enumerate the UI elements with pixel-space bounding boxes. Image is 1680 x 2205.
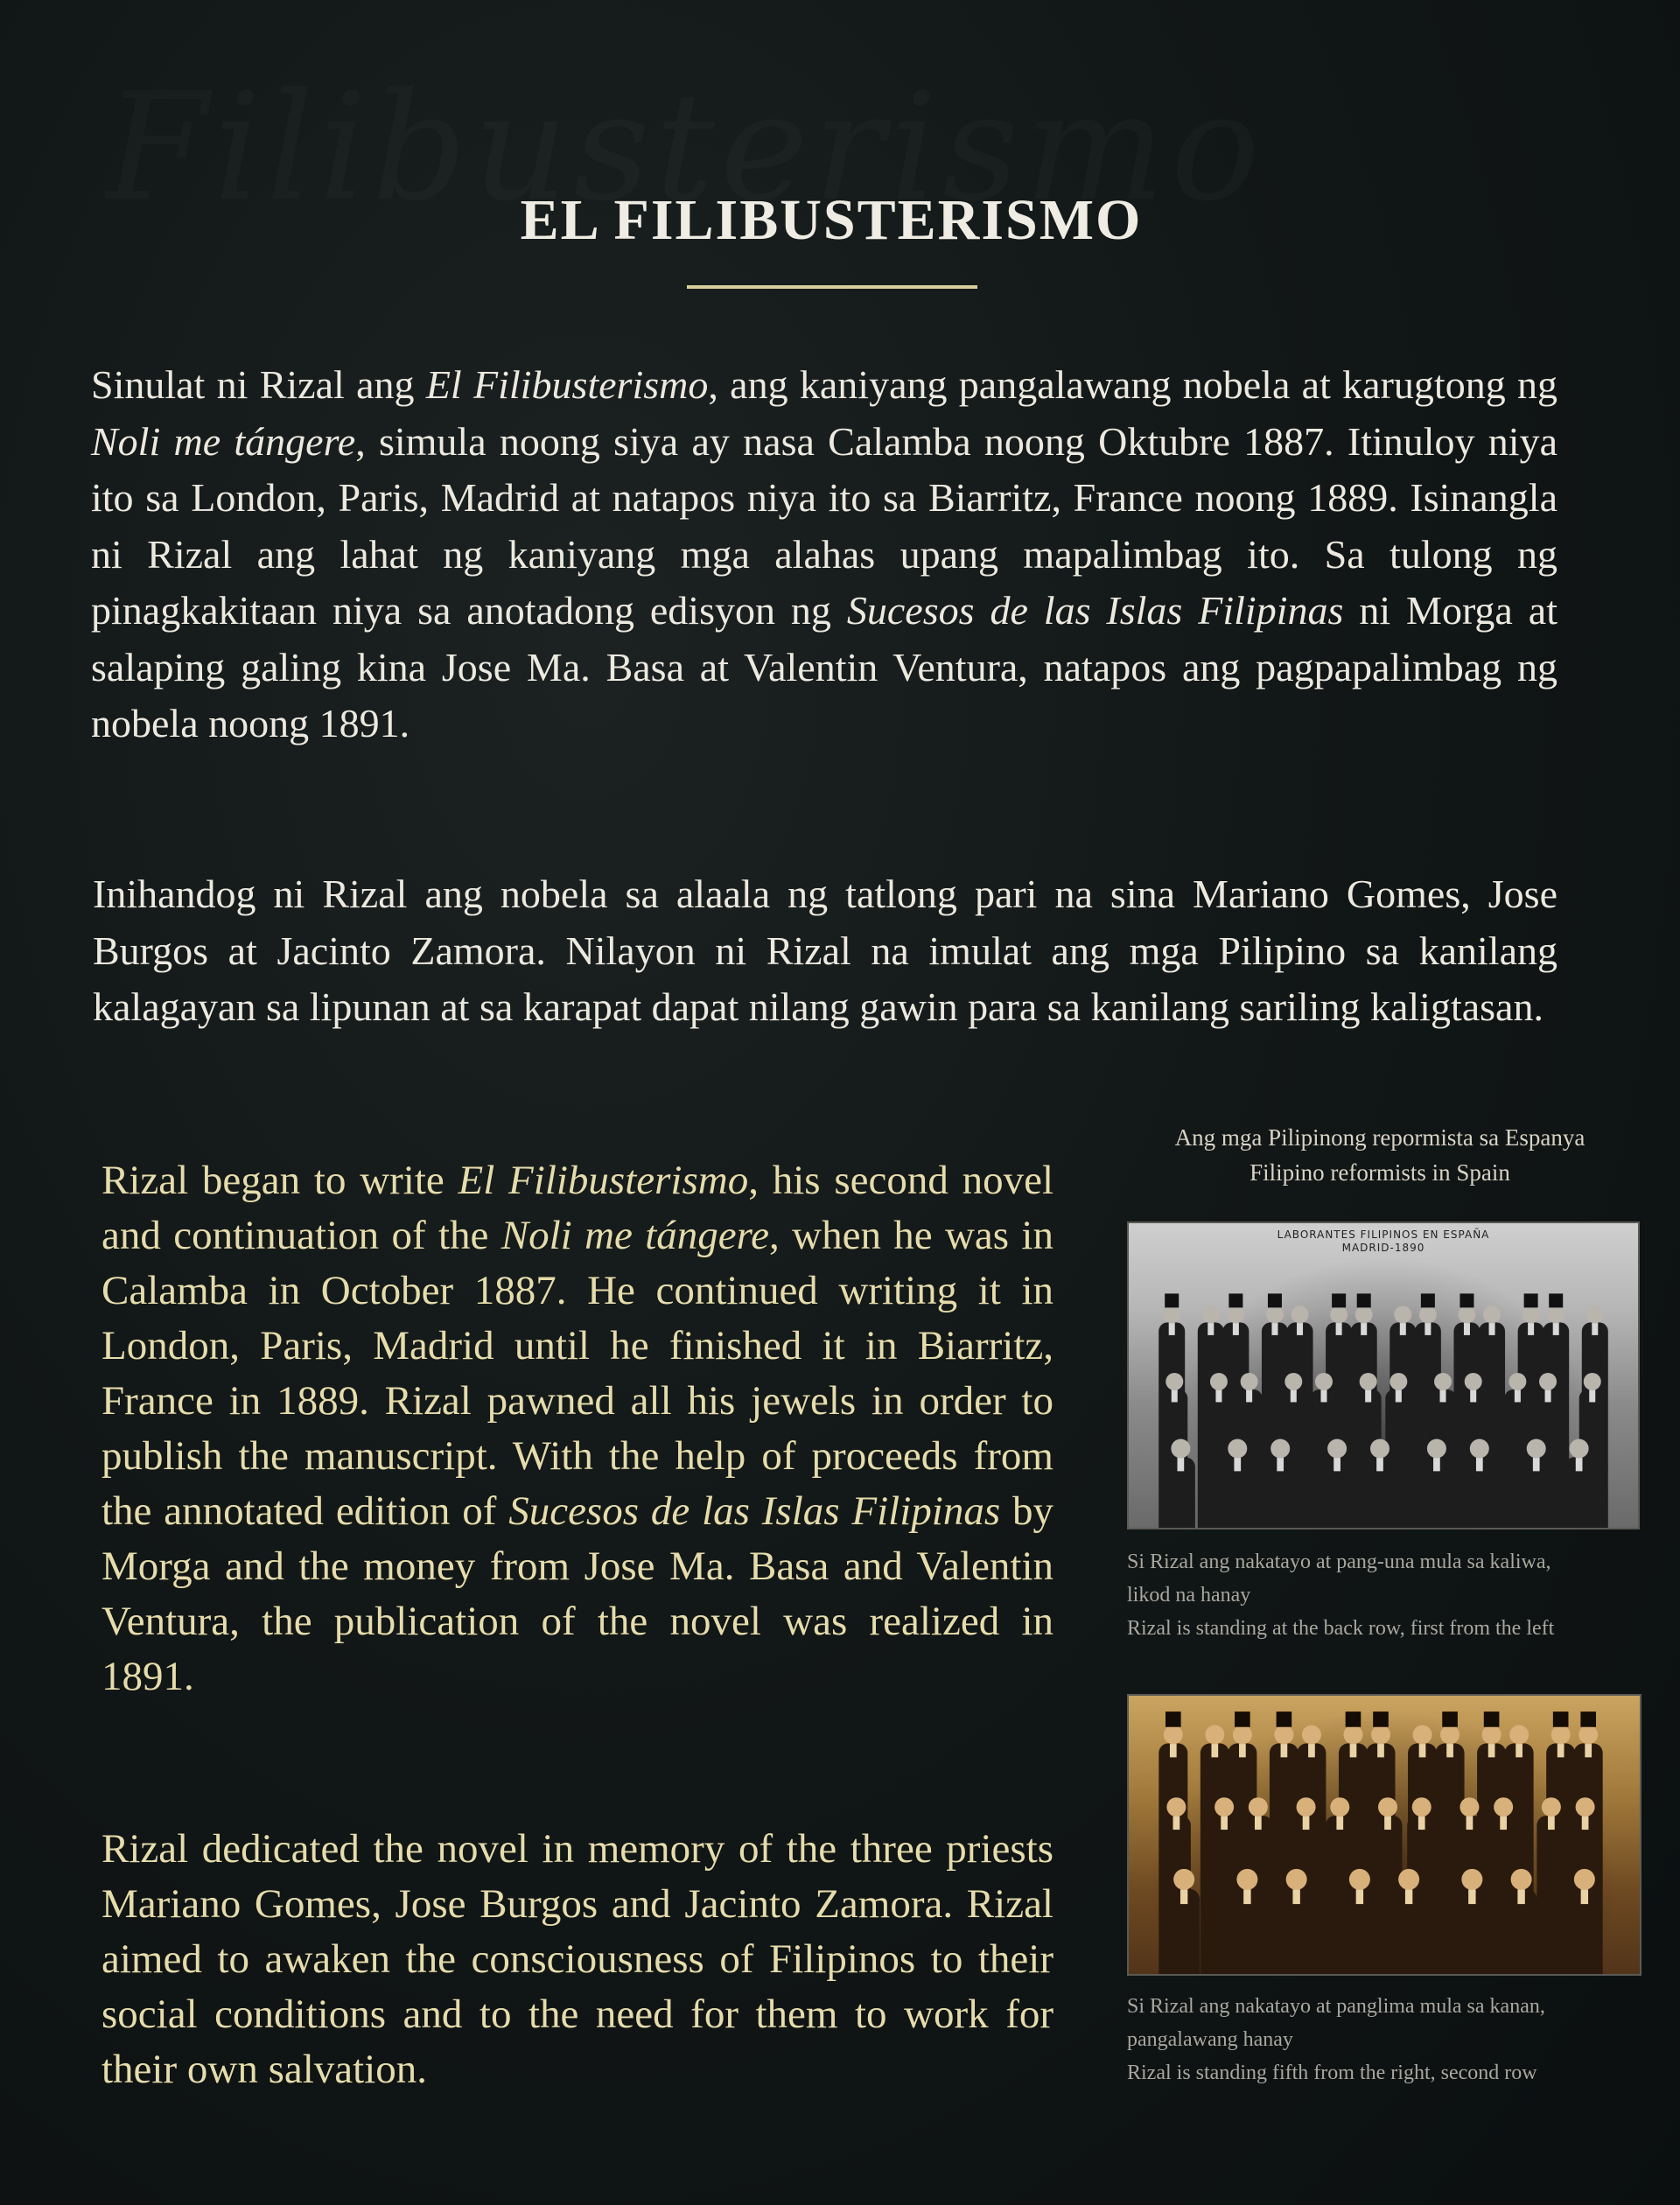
photo-2-caption-tagalog-2: pangalawang hanay (1127, 2028, 1293, 2051)
paragraph-tagalog-2: Inihandog ni Rizal ang nobela sa alaala ng tatlong pari na sina Mariano Gomes, Jose Burgos at Jacinto Zamora. Nilayon ni Rizal na imulat ang mga Pilipino sa kanilang kalagayan sa lipunan at sa karapat dapat nilang gawin para sa kanilang sariling kaligtasan. (93, 872, 1558, 1029)
photo-1-caption-english: Rizal is standing at the back row, first from the left (1127, 1617, 1555, 1640)
photo-banner: LABORANTES FILIPINOS EN ESPAÑA MADRID-1890 (1277, 1228, 1490, 1254)
group-figures (1129, 1223, 1638, 1528)
paragraph-english-1: Rizal began to write El Filibusterismo, his second novel and continuation of the Noli me tángere, when he was in Calamba in October 1887. He continued writing it in London, Paris, Madrid until he finished it in Biarritz, France in 1889. Rizal pawned all his jewels in order to publish the manuscript. With the help of proceeds from the annotated edition of Sucesos de las Islas Filipinas by Morga and the money from Jose Ma. Basa and Valentin Ventura, the publication of the novel was realized in 1891. (102, 1158, 1054, 1699)
photo-1-caption-tagalog-2: likod na hanay (1127, 1584, 1251, 1606)
paragraph-english-2: Rizal dedicated the novel in memory of the three priests Mariano Gomes, Jose Burgos and Jacinto Zamora. Rizal aimed to awaken the consciousness of Filipinos to their social conditions and to the need for them to work for their own salvation. (102, 1826, 1054, 2092)
photo-1-caption-tagalog-1: Si Rizal ang nakatayo at pang-una mula sa kaliwa, (1127, 1550, 1551, 1573)
photo-section-heading (1116, 1120, 1643, 1190)
reformists-group-photo-2 (1127, 1694, 1642, 1976)
photo-2-caption-tagalog-1: Si Rizal ang nakatayo at panglima mula sa kanan, (1127, 1995, 1545, 2018)
photo-heading-tagalog: Ang mga Pilipinong repormista sa Espanya (1174, 1124, 1586, 1151)
reformists-group-photo-1 (1127, 1222, 1640, 1530)
title-divider (687, 285, 977, 289)
page-title: EL FILIBUSTERISMO (520, 188, 1143, 253)
photo-2-caption (1127, 1990, 1652, 2090)
paragraph-tagalog-1: Sinulat ni Rizal ang El Filibusterismo, ang kaniyang pangalawang nobela at karugtong ng Noli me tángere, simula noong siya ay nasa Calamba noong Oktubre 1887. Itinuloy niya ito sa London, Paris, Madrid at natapos niya ito sa Biarritz, France noong 1889. Isinangla ni Rizal ang lahat ng kaniyang mga alahas upang mapalimbag ito. Sa tulong ng pinagkakitaan niya sa anotadong edisyon ng Sucesos de las Islas Filipinas ni Morga at salaping galing kina Jose Ma. Basa at Valentin Ventura, natapos ang pagpapalimbag ng nobela noong 1891. (91, 362, 1558, 746)
group-figures (1129, 1696, 1640, 1974)
photo-1-caption (1127, 1545, 1652, 1645)
photo-heading-english: Filipino reformists in Spain (1250, 1159, 1510, 1186)
photo-2-caption-english: Rizal is standing fifth from the right, second row (1127, 2062, 1537, 2084)
